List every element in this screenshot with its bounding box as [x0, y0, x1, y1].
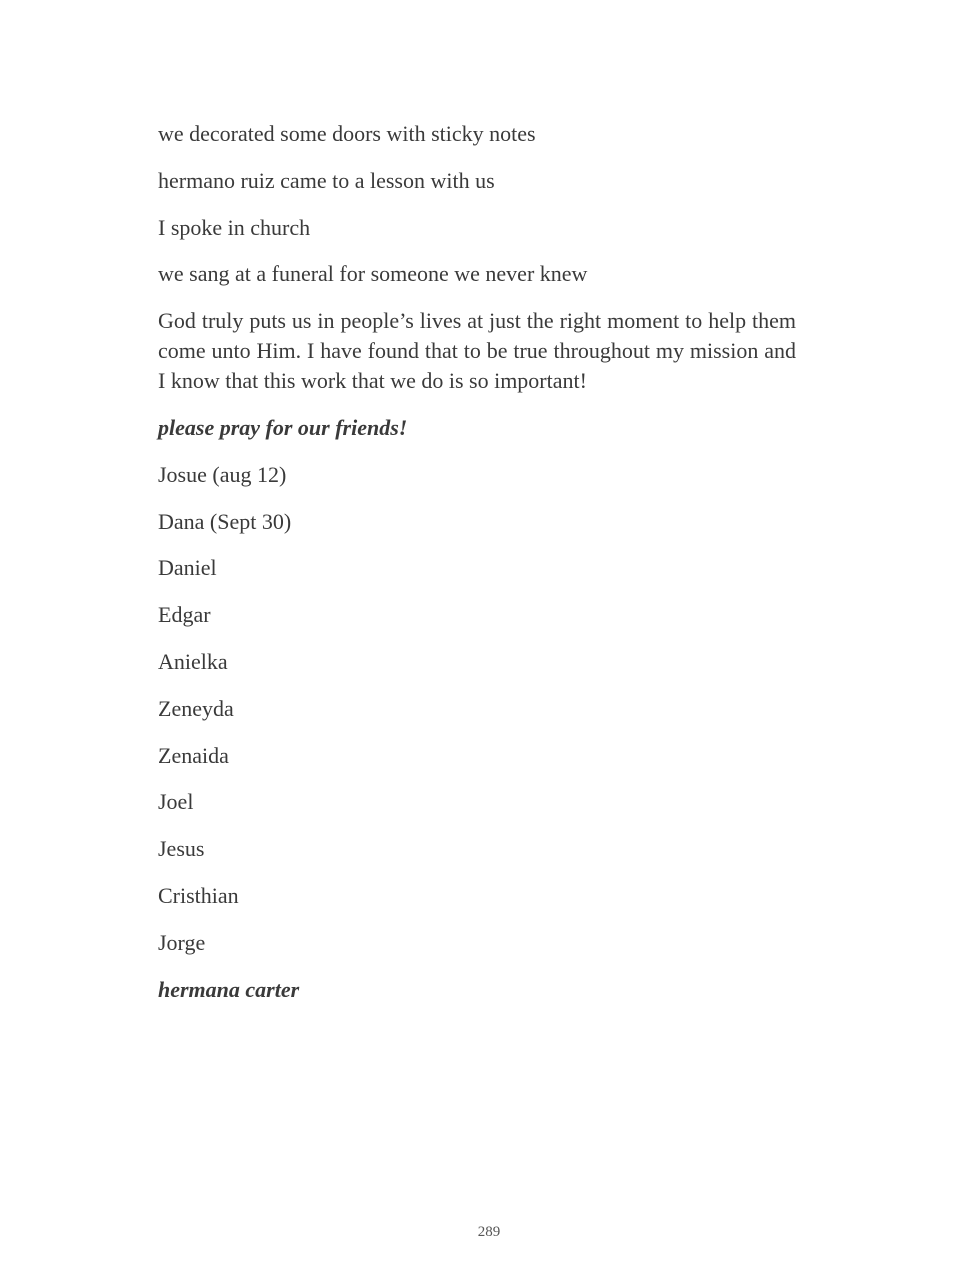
friend-name: Josue (aug 12)	[158, 461, 287, 487]
page-content	[158, 119, 796, 1021]
friend-name: Anielka	[158, 648, 228, 674]
friend-name: Zeneyda	[158, 695, 234, 721]
body-line: we sang at a funeral for someone we never knew	[158, 261, 588, 287]
body-line: we decorated some doors with sticky notes	[158, 121, 536, 146]
friend-name: Cristhian	[158, 882, 239, 908]
body-paragraph: God truly puts us in people’s lives at just the right moment to help them come unto Him. I have found that to be true throughout my mission and I know that this work that we do is so important!	[158, 308, 796, 394]
friend-name: Dana (Sept 30)	[158, 508, 292, 534]
friend-name: Joel	[158, 789, 194, 815]
body-line: I spoke in church	[158, 214, 311, 240]
friend-name: Jorge	[158, 929, 206, 955]
friend-name: Edgar	[158, 602, 211, 628]
friend-name: Daniel	[158, 555, 217, 581]
signature: hermana carter	[158, 976, 300, 1002]
body-line: hermano ruiz came to a lesson with us	[158, 167, 495, 193]
page-number: 289	[477, 1224, 501, 1240]
friend-name: Jesus	[158, 836, 205, 862]
friend-name: Zenaida	[158, 742, 229, 768]
prayer-heading: please pray for our friends!	[158, 414, 408, 440]
